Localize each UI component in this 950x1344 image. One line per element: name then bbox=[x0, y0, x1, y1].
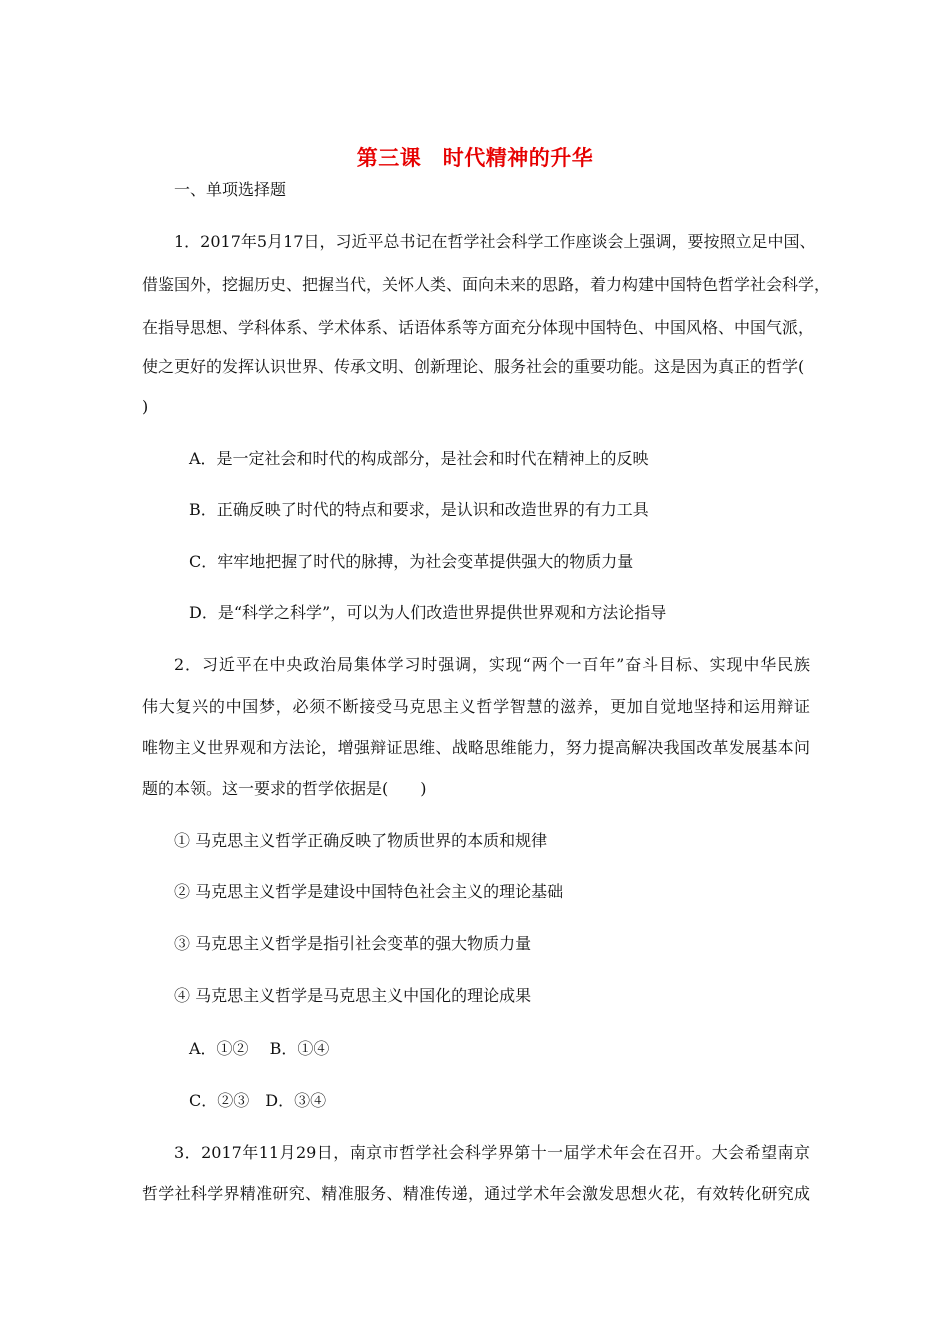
q2-options-row-2: C．②③ D．③④ bbox=[189, 1091, 327, 1110]
q1-line-5: ) bbox=[142, 397, 149, 416]
q2-line-4: 题的本领。这一要求的哲学依据是( ) bbox=[142, 779, 427, 798]
q2-line-2: 伟大复兴的中国梦，必须不断接受马克思主义哲学智慧的滋养，更加自觉地坚持和运用辩证 bbox=[142, 697, 810, 716]
q2-statement-2: ② 马克思主义哲学是建设中国特色社会主义的理论基础 bbox=[174, 882, 564, 901]
page-title: 第三课 时代精神的升华 bbox=[356, 146, 594, 170]
q2-statement-3: ③ 马克思主义哲学是指引社会变革的强大物质力量 bbox=[174, 934, 532, 953]
q1-option-b: B．正确反映了时代的特点和要求，是认识和改造世界的有力工具 bbox=[189, 500, 649, 519]
q1-option-d: D．是“科学之科学”，可以为人们改造世界提供世界观和方法论指导 bbox=[189, 603, 667, 622]
q1-line-1: 1．2017年5月17日，习近平总书记在哲学社会科学工作座谈会上强调，要按照立足中国、 bbox=[174, 232, 816, 251]
section-heading: 一、单项选择题 bbox=[174, 180, 287, 199]
q2-line-1: 2．习近平在中央政治局集体学习时强调，实现“两个一百年”奋斗目标、实现中华民族 bbox=[174, 655, 810, 674]
q3-line-2: 哲学社科学界精准研究、精准服务、精准传递，通过学术年会激发思想火花，有效转化研究成 bbox=[142, 1184, 810, 1203]
q1-line-3: 在指导思想、学科体系、学术体系、话语体系等方面充分体现中国特色、中国风格、中国气派， bbox=[142, 318, 815, 337]
q2-line-3: 唯物主义世界观和方法论，增强辩证思维、战略思维能力，努力提高解决我国改革发展基本问 bbox=[142, 738, 810, 757]
q3-line-1: 3．2017年11月29日，南京市哲学社会科学界第十一届学术年会在召开。大会希望南京 bbox=[174, 1143, 810, 1162]
q1-option-a: A．是一定社会和时代的构成部分，是社会和时代在精神上的反映 bbox=[189, 449, 649, 468]
q1-line-4: 使之更好的发挥认识世界、传承文明、创新理论、服务社会的重要功能。这是因为真正的哲学( bbox=[142, 357, 805, 376]
q2-statement-1: ① 马克思主义哲学正确反映了物质世界的本质和规律 bbox=[174, 831, 548, 850]
q1-line-2: 借鉴国外，挖掘历史、把握当代，关怀人类、面向未来的思路，着力构建中国特色哲学社会科学， bbox=[142, 275, 831, 294]
q2-options-row-1: A．①② B．①④ bbox=[189, 1039, 330, 1058]
q1-option-c: C．牢牢地把握了时代的脉搏，为社会变革提供强大的物质力量 bbox=[189, 552, 634, 571]
q2-statement-4: ④ 马克思主义哲学是马克思主义中国化的理论成果 bbox=[174, 986, 532, 1005]
